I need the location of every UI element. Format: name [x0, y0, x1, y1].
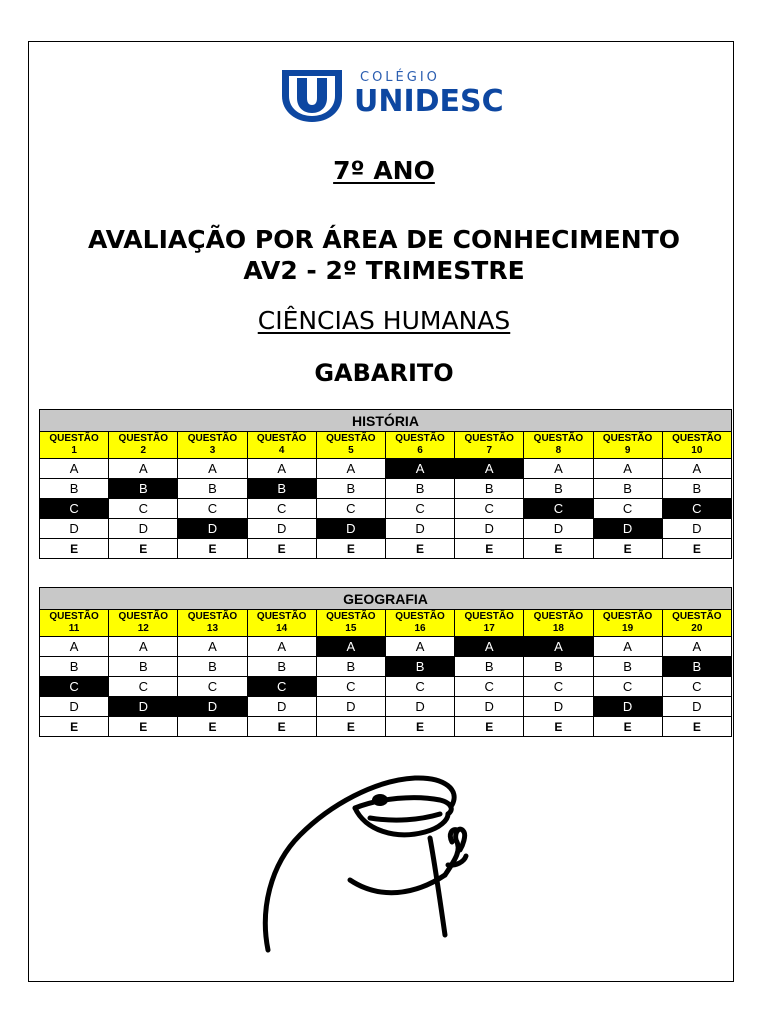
answer-cell: B	[247, 657, 316, 677]
answer-cell: B	[316, 479, 385, 499]
question-label: QUESTÃO	[187, 611, 238, 622]
answer-cell: D	[109, 519, 178, 539]
answer-cell: A	[40, 459, 109, 479]
answer-cell-marked: B	[109, 479, 178, 499]
answer-cell-marked: A	[316, 637, 385, 657]
answer-cell: A	[109, 637, 178, 657]
answer-cell: A	[247, 637, 316, 657]
answer-cell: B	[455, 479, 524, 499]
answer-cell: B	[662, 479, 731, 499]
answer-cell-marked: C	[524, 499, 593, 519]
answer-cell: B	[40, 479, 109, 499]
answer-cell: D	[40, 519, 109, 539]
answer-cell-marked: D	[178, 697, 247, 717]
answer-cell: D	[316, 697, 385, 717]
answer-cell: B	[593, 479, 662, 499]
answer-cell: A	[593, 637, 662, 657]
question-number: 18	[552, 623, 564, 634]
answer-cell: D	[662, 697, 731, 717]
question-label: QUESTÃO	[533, 433, 584, 444]
answer-cell: C	[455, 677, 524, 697]
answer-cell: E	[178, 539, 247, 559]
answer-cell: D	[247, 697, 316, 717]
answer-cell: A	[316, 459, 385, 479]
section-title: GEOGRAFIA	[40, 588, 732, 610]
subject-area: CIÊNCIAS HUMANAS	[257, 306, 511, 335]
answer-cell: C	[593, 677, 662, 697]
answer-cell: A	[247, 459, 316, 479]
unidesc-logo	[278, 66, 528, 124]
question-label: QUESTÃO	[533, 611, 584, 622]
answer-cell-marked: C	[247, 677, 316, 697]
question-header	[247, 610, 316, 637]
answer-cell: B	[455, 657, 524, 677]
logo-top-text: COLÉGIO	[360, 70, 440, 85]
answer-cell: A	[40, 637, 109, 657]
answer-cell: E	[455, 717, 524, 737]
answer-cell-marked: B	[662, 657, 731, 677]
question-header	[593, 432, 662, 459]
answer-cell-marked: C	[662, 499, 731, 519]
question-label: QUESTÃO	[672, 433, 722, 444]
question-label: QUESTÃO	[256, 433, 307, 444]
assessment-title	[0, 224, 768, 286]
question-number: 10	[691, 445, 703, 456]
question-number: 2	[140, 445, 147, 456]
question-header	[385, 432, 454, 459]
answer-cell: D	[385, 519, 454, 539]
answer-cell-marked: C	[40, 677, 109, 697]
question-label: QUESTÃO	[326, 611, 376, 622]
question-number: 13	[206, 623, 219, 634]
answer-cell: E	[524, 717, 593, 737]
answer-cell: E	[109, 717, 178, 737]
question-number: 6	[417, 445, 423, 456]
answer-cell: D	[40, 697, 109, 717]
answer-cell: C	[316, 677, 385, 697]
answer-cell: E	[524, 539, 593, 559]
answer-cell: D	[247, 519, 316, 539]
answer-cell: D	[455, 519, 524, 539]
question-number: 17	[483, 623, 495, 634]
answer-cell: C	[593, 499, 662, 519]
answer-cell: B	[524, 479, 593, 499]
answer-cell: E	[109, 539, 178, 559]
question-header	[662, 610, 731, 637]
answer-cell-marked: D	[593, 519, 662, 539]
question-header	[40, 432, 109, 459]
question-number: 14	[276, 623, 288, 634]
question-label: QUESTÃO	[395, 611, 445, 622]
question-number: 16	[414, 623, 426, 634]
answer-cell: E	[40, 717, 109, 737]
answer-cell: B	[385, 479, 454, 499]
answer-cell-marked: B	[247, 479, 316, 499]
question-label: QUESTÃO	[187, 433, 238, 444]
question-label: QUESTÃO	[464, 433, 514, 444]
answer-cell: C	[385, 499, 454, 519]
question-header	[593, 610, 662, 637]
answer-cell: D	[455, 697, 524, 717]
question-label: QUESTÃO	[49, 611, 99, 622]
question-label: QUESTÃO	[602, 433, 653, 444]
answer-cell-marked: D	[109, 697, 178, 717]
answer-cell: A	[109, 459, 178, 479]
answer-cell: E	[40, 539, 109, 559]
question-number: 7	[486, 445, 492, 456]
answer-cell-marked: D	[316, 519, 385, 539]
answer-cell: D	[662, 519, 731, 539]
flork-meme-icon	[230, 770, 490, 955]
question-label: QUESTÃO	[326, 433, 376, 444]
question-number: 11	[68, 623, 80, 634]
assessment-title-line2: AV2 - 2º TRIMESTRE	[243, 256, 525, 285]
question-number: 12	[137, 623, 149, 634]
answer-cell: B	[109, 657, 178, 677]
unidesc-shield-icon	[278, 66, 346, 124]
answer-cell-marked: A	[385, 459, 454, 479]
answer-cell-marked: D	[593, 697, 662, 717]
answer-cell: B	[178, 657, 247, 677]
answer-cell: A	[662, 637, 731, 657]
answer-cell-marked: A	[455, 459, 524, 479]
question-header	[316, 610, 385, 637]
question-number: 1	[71, 445, 77, 456]
answer-cell: C	[662, 677, 731, 697]
answer-table-historia	[39, 409, 732, 559]
assessment-title-line1: AVALIAÇÃO POR ÁREA DE CONHECIMENTO	[87, 225, 681, 254]
question-number: 5	[348, 445, 354, 456]
question-number: 9	[624, 445, 631, 456]
answer-cell: A	[178, 637, 247, 657]
question-header	[178, 610, 247, 637]
answer-cell-marked: A	[524, 637, 593, 657]
question-header	[455, 610, 524, 637]
answer-cell: A	[178, 459, 247, 479]
question-number: 4	[278, 445, 285, 456]
answer-cell: A	[662, 459, 731, 479]
question-label: QUESTÃO	[464, 611, 514, 622]
answer-cell-marked: B	[385, 657, 454, 677]
question-header	[316, 432, 385, 459]
answer-cell: E	[593, 539, 662, 559]
answer-table-geografia	[39, 587, 732, 737]
question-header	[524, 610, 593, 637]
answer-cell: E	[385, 717, 454, 737]
answer-cell: E	[178, 717, 247, 737]
answer-cell-marked: D	[178, 519, 247, 539]
section-title: HISTÓRIA	[40, 410, 732, 432]
answer-cell: E	[316, 717, 385, 737]
question-header	[247, 432, 316, 459]
answer-cell: A	[524, 459, 593, 479]
question-number: 3	[209, 445, 216, 456]
answer-cell-marked: A	[455, 637, 524, 657]
answer-cell: E	[662, 539, 731, 559]
logo-main-text: UNIDESC	[354, 84, 504, 119]
question-header	[178, 432, 247, 459]
question-header	[385, 610, 454, 637]
grade-title: 7º ANO	[333, 156, 435, 185]
question-number: 8	[555, 445, 562, 456]
answer-cell: C	[524, 677, 593, 697]
answer-cell: E	[662, 717, 731, 737]
answer-cell: E	[247, 717, 316, 737]
answer-cell: E	[593, 717, 662, 737]
answer-cell: B	[593, 657, 662, 677]
question-header	[455, 432, 524, 459]
answer-cell: C	[385, 677, 454, 697]
answer-cell: C	[316, 499, 385, 519]
answer-cell: C	[109, 677, 178, 697]
question-label: QUESTÃO	[49, 433, 99, 444]
answer-cell: B	[316, 657, 385, 677]
question-label: QUESTÃO	[395, 433, 445, 444]
question-label: QUESTÃO	[256, 611, 307, 622]
answer-cell: D	[385, 697, 454, 717]
question-number: 15	[345, 623, 357, 634]
question-header	[109, 432, 178, 459]
answer-cell: C	[178, 499, 247, 519]
answer-cell: D	[524, 519, 593, 539]
answer-cell: B	[178, 479, 247, 499]
answer-cell: C	[178, 677, 247, 697]
answer-cell: E	[385, 539, 454, 559]
question-header	[40, 610, 109, 637]
question-number: 19	[622, 623, 634, 634]
answer-cell: C	[247, 499, 316, 519]
question-label: QUESTÃO	[672, 611, 722, 622]
question-header	[524, 432, 593, 459]
question-label: QUESTÃO	[602, 611, 653, 622]
question-label: QUESTÃO	[118, 433, 168, 444]
answer-cell-marked: C	[40, 499, 109, 519]
question-header	[109, 610, 178, 637]
answer-cell: C	[455, 499, 524, 519]
question-label: QUESTÃO	[118, 611, 168, 622]
answer-cell: A	[593, 459, 662, 479]
answer-cell: E	[247, 539, 316, 559]
answer-cell: E	[455, 539, 524, 559]
answer-cell: B	[40, 657, 109, 677]
question-header	[662, 432, 731, 459]
answer-cell: A	[385, 637, 454, 657]
answer-cell: E	[316, 539, 385, 559]
question-number: 20	[691, 623, 703, 634]
answer-cell: D	[524, 697, 593, 717]
answer-cell: C	[109, 499, 178, 519]
answer-cell: B	[524, 657, 593, 677]
answer-key-title: GABARITO	[314, 359, 454, 387]
